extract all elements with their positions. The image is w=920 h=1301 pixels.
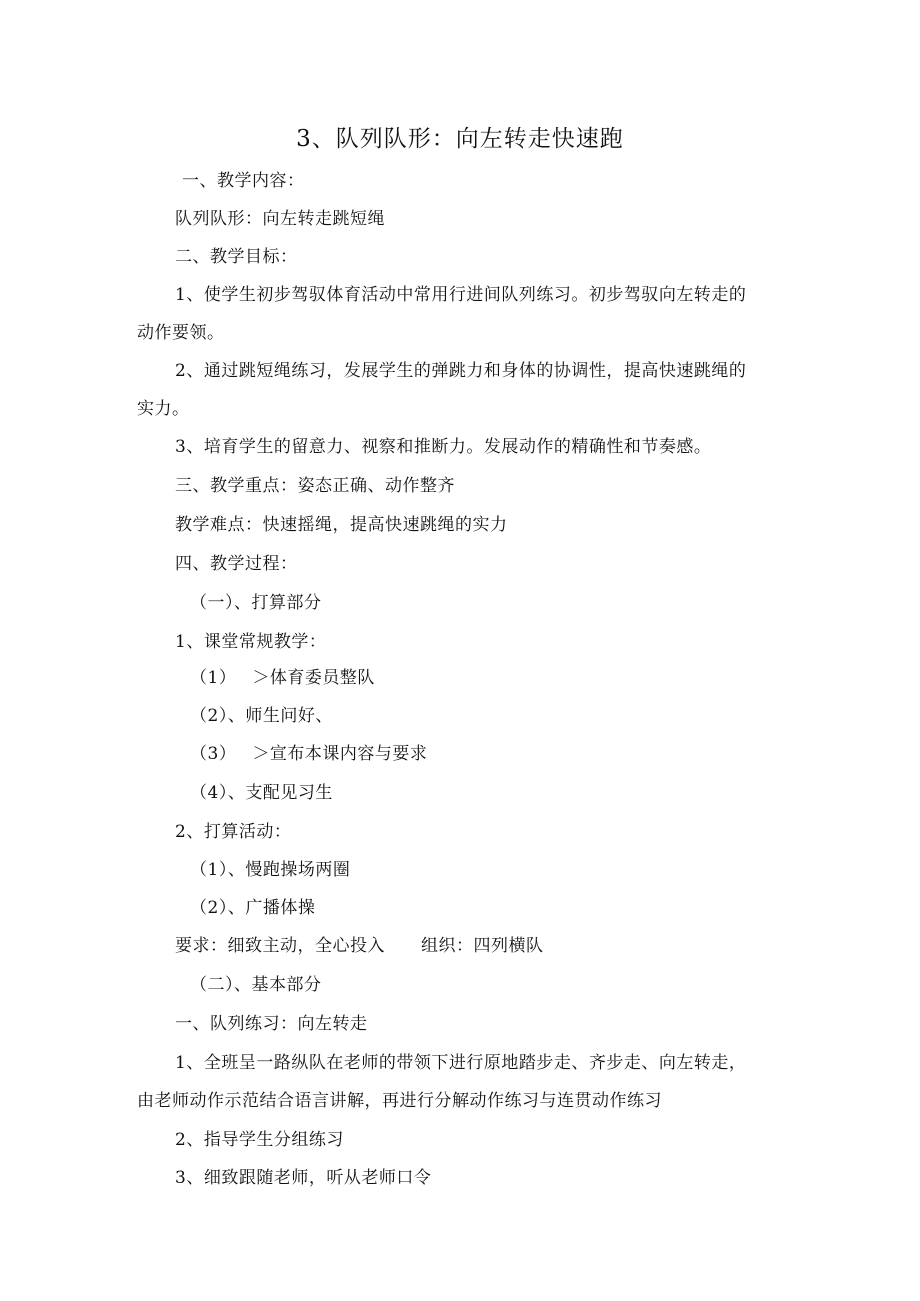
- goal-1-line-2: 动作要领。: [137, 323, 225, 343]
- section-heading-process: 四、教学过程：: [175, 554, 298, 574]
- classroom-routine: 1、课堂常规教学：: [175, 632, 327, 652]
- routine-item-3-text: ＞宣布本课内容与要求: [252, 744, 428, 764]
- goal-3: 3、培育学生的留意力、视察和推断力。发展动作的精确性和节奏感。: [175, 437, 712, 457]
- subsection-basic: （二）、基本部分: [190, 975, 322, 995]
- routine-item-4: （4）、支配见习生: [190, 783, 333, 803]
- routine-item-3-number: （3）: [190, 744, 237, 764]
- requirements-text: 要求：细致主动，全心投入: [175, 936, 385, 956]
- drill-heading: 一、队列练习：向左转走: [175, 1014, 368, 1034]
- routine-item-2: （2）、师生问好、: [190, 706, 333, 726]
- drill-item-1-line-2: 由老师动作示范结合语言讲解，再进行分解动作练习与连贯动作练习: [137, 1091, 662, 1111]
- warmup-item-1: （1）、慢跑操场两圈: [190, 860, 351, 880]
- drill-item-2: 2、指导学生分组练习: [175, 1130, 344, 1150]
- goal-2-line-2: 实力。: [137, 399, 190, 419]
- key-points: 三、教学重点：姿态正确、动作整齐: [175, 476, 455, 496]
- routine-item-1-text: ＞体育委员整队: [252, 668, 375, 688]
- section-heading-goals: 二、教学目标：: [175, 247, 298, 267]
- goal-1-line-1: 1、使学生初步驾驭体育活动中常用行进间队列练习。初步驾驭向左转走的: [175, 285, 747, 305]
- section-heading-content: 一、教学内容：: [182, 171, 305, 191]
- organization-text: 组织：四列横队: [421, 936, 544, 956]
- routine-item-1: [190, 663, 375, 688]
- warmup-item-2: （2）、广播体操: [190, 898, 316, 918]
- content-text: 队列队形：向左转走跳短绳: [175, 209, 385, 229]
- goal-2-line-1: 2、通过跳短绳练习，发展学生的弹跳力和身体的协调性，提高快速跳绳的: [175, 361, 747, 381]
- subsection-preparation: （一）、打算部分: [190, 593, 322, 613]
- difficult-points: 教学难点：快速摇绳，提高快速跳绳的实力: [175, 515, 508, 535]
- drill-item-3: 3、细致跟随老师，听从老师口令: [175, 1168, 432, 1188]
- requirements-organization: [175, 931, 544, 956]
- drill-item-1-line-1: 1、全班呈一路纵队在老师的带领下进行原地踏步走、齐步走、向左转走，: [175, 1053, 747, 1073]
- routine-item-1-number: （1）: [190, 668, 237, 688]
- document-title: 3、队列队形：向左转走快速跑: [296, 126, 624, 152]
- warmup-heading: 2、打算活动：: [175, 822, 292, 842]
- routine-item-3: [190, 739, 427, 764]
